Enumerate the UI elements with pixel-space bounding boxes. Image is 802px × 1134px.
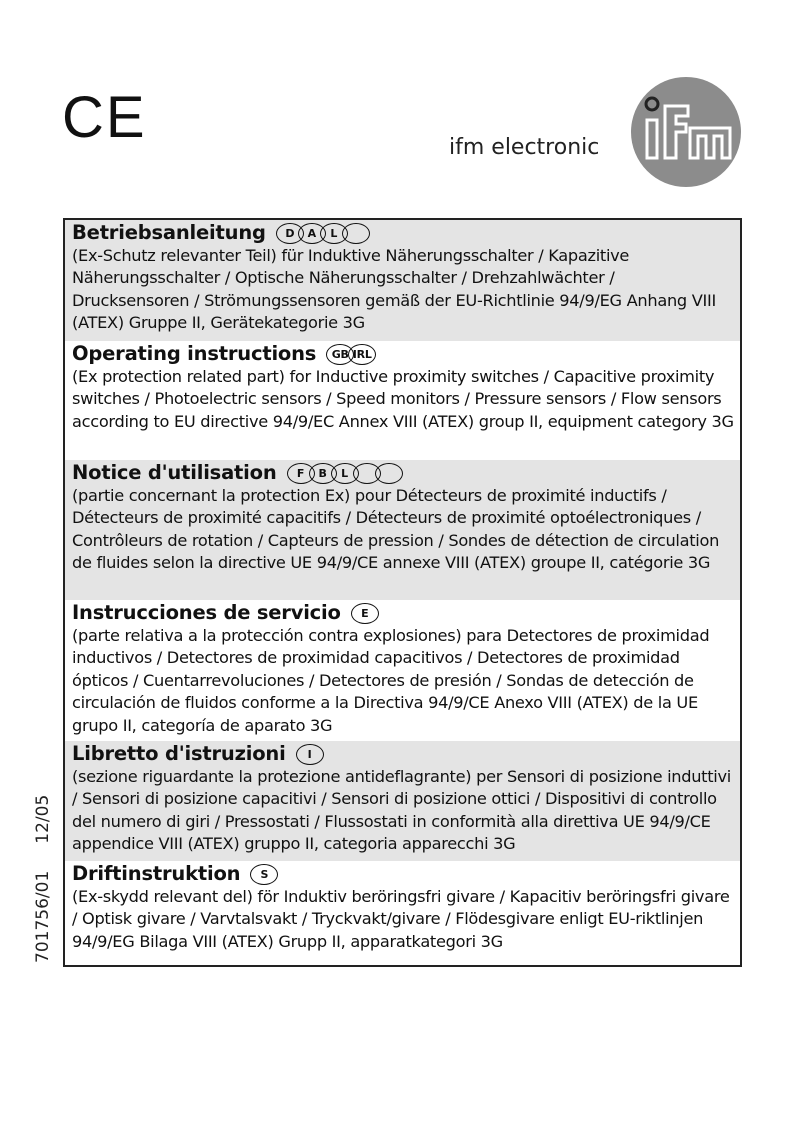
section-title: [72, 342, 734, 366]
part-number: 701756/01: [33, 870, 53, 963]
country-badges: [351, 603, 379, 624]
country-badge: E: [351, 603, 379, 624]
section-text: (Ex protection related part) for Inductive proximity switches / Capacitive proximity switches / Photoelectric sensors / Speed monitors / Pressure sensors / Flow sensors according to EU directive 94/9/EC Annex VIII (ATEX) group II, equipment category 3G: [72, 367, 734, 431]
section-text: (parte relativa a la protección contra explosiones) para Detectores de proximidad inductivos / Detectores de proximidad capacitivos / Detectores de proximidad ópticos / Cuentarrevoluciones / Detectores de presión / Sondas de detección de circulación de fluidos conforme a la Directiva 94/9/CE Anexo VIII (ATEX) de la UE grupo II, categoría de aparato 3G: [72, 626, 710, 735]
section-2: [65, 460, 740, 600]
section-title-text: Instrucciones de servicio: [72, 601, 341, 624]
country-badge: L: [331, 463, 359, 484]
country-badge: I: [296, 744, 324, 765]
section-4: [65, 741, 740, 861]
section-1: [65, 341, 740, 460]
country-badge: L: [320, 223, 348, 244]
country-badge: [342, 223, 370, 244]
section-title-text: Betriebsanleitung: [72, 221, 266, 244]
country-badge: A: [298, 223, 326, 244]
brand-name: ifm electronic: [449, 135, 600, 160]
section-title: [72, 862, 734, 886]
issue-date: 12/05: [33, 794, 53, 844]
country-badge: S: [250, 864, 278, 885]
section-0: [65, 220, 740, 341]
section-5: [65, 861, 740, 961]
country-badges: [276, 223, 370, 244]
languages-box: [63, 218, 742, 967]
country-badge: GB: [326, 344, 354, 365]
section-text: (partie concernant la protection Ex) pour Détecteurs de proximité inductifs / Détecteurs de proximité capacitifs / Détecteurs de proximité optoélectroniques / Contrôleurs de rotation / Capteurs de pression / Sondes de détection de circulation de fluides selon la directive UE 94/9/CE annexe VIII (ATEX) groupe II, catégorie 3G: [72, 486, 720, 573]
section-title: [72, 601, 734, 625]
section-text: (Ex-Schutz relevanter Teil) für Induktive Näherungsschalter / Kapazitive Näherungsschalter / Optische Näherungsschalter / Drehzahlwächter / Drucksensoren / Strömungssensoren gemäß der EU-Richtlinie 94/9/EG Anhang VIII (ATEX) Gruppe II, Gerätekategorie 3G: [72, 246, 716, 333]
section-3: [65, 600, 740, 741]
country-badge: D: [276, 223, 304, 244]
country-badges: [326, 344, 376, 365]
section-title: [72, 461, 734, 485]
section-title-text: Operating instructions: [72, 342, 317, 365]
section-title-text: Notice d'utilisation: [72, 461, 277, 484]
country-badge: B: [309, 463, 337, 484]
ce-mark: CE: [62, 85, 147, 150]
section-title: [72, 742, 734, 766]
country-badge: F: [287, 463, 315, 484]
section-title-text: Libretto d'istruzioni: [72, 742, 286, 765]
country-badge: IRL: [348, 344, 376, 365]
ifm-logo: [630, 76, 742, 188]
document-code: [33, 795, 53, 963]
section-title: [72, 221, 734, 245]
section-text: (Ex-skydd relevant del) för Induktiv beröringsfri givare / Kapacitiv beröringsfri givare / Optisk givare / Varvtalsvakt / Tryckvakt/givare / Flödesgivare enligt EU-riktlinjen 94/9/EG Bilaga VIII (ATEX) Grupp II, apparatkategori 3G: [72, 887, 730, 951]
country-badges: [250, 864, 278, 885]
country-badges: [287, 463, 403, 484]
country-badge: [375, 463, 403, 484]
section-text: (sezione riguardante la protezione antideflagrante) per Sensori di posizione induttivi / Sensori di posizione capacitivi / Sensori di posizione ottici / Dispositivi di controllo del numero di giri / Pressostati / Flussostati in conformità alla direttiva UE 94/9/CE appendice VIII (ATEX) gruppo II, categoria apparecchi 3G: [72, 767, 731, 854]
section-title-text: Driftinstruktion: [72, 862, 241, 885]
country-badges: [296, 744, 324, 765]
